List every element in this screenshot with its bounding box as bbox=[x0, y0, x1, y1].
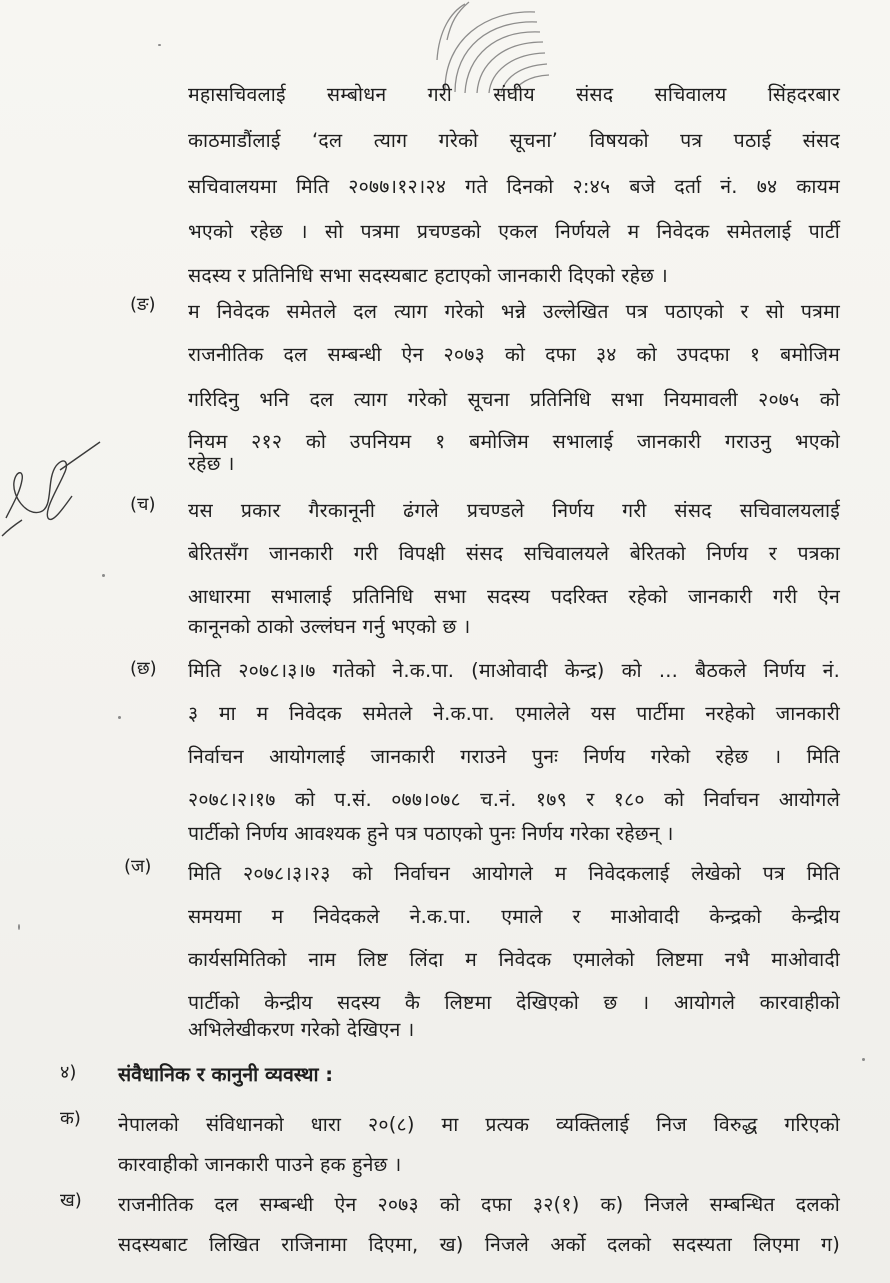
text-line: भएको रहेछ । सो पत्रमा प्रचण्डको एकल निर्णयले म निवेदक समेतलाई पार्टी bbox=[188, 220, 840, 243]
text-line: मिति २०७८।३।७ गतेको ने.क.पा. (माओवादी केन्द्र) को ... बैठकले निर्णय नं. bbox=[188, 659, 840, 682]
text-line: मिति २०७८।३।२३ को निर्वाचन आयोगले म निवेदकलाई लेखेको पत्र मिति bbox=[188, 862, 840, 885]
text-line: राजनीतिक दल सम्बन्धी ऐन २०७३ को दफा ३४ को उपदफा १ बमोजिम bbox=[188, 343, 840, 366]
text-line: कानूनको ठाको उल्लंघन गर्नु भएको छ । bbox=[188, 615, 471, 638]
text-line: २०७८।२।१७ को प.सं. ०७७।०७८ च.नं. १७९ र १८० को निर्वाचन आयोगले bbox=[188, 788, 840, 811]
scan-speck bbox=[118, 716, 121, 719]
section-number: ४) bbox=[60, 1062, 77, 1083]
text-line: यस प्रकार गैरकानूनी ढंगले प्रचण्डले निर्णय गरी संसद सचिवालयलाई bbox=[188, 499, 840, 522]
text-line: म निवेदक समेतले दल त्याग गरेको भन्ने उल्लेखित पत्र पठाएको र सो पत्रमा bbox=[188, 300, 840, 323]
text-line: आधारमा सभालाई प्रतिनिधि सभा सदस्य पदरिक्त रहेको जानकारी गरी ऐन bbox=[188, 585, 840, 608]
text-line: ३ मा म निवेदक समेतले ने.क.पा. एमालेले यस पार्टीमा नरहेको जानकारी bbox=[188, 702, 840, 725]
text-line: नेपालको संविधानको धारा २०(८) मा प्रत्यक व्यक्तिलाई निज विरुद्ध गरिएको bbox=[118, 1113, 840, 1136]
handwritten-initials bbox=[0, 440, 110, 540]
item-marker: (च) bbox=[130, 494, 156, 515]
text-line: महासचिवलाई सम्बोधन गरी संघीय संसद सचिवालय सिंहदरबार bbox=[188, 83, 840, 106]
text-line: सचिवालयमा मिति २०७७।१२।२४ गते दिनको २:४५ बजे दर्ता नं. ७४ कायम bbox=[188, 175, 840, 198]
scan-speck bbox=[862, 1058, 865, 1061]
text-line: काठमाडौंलाई ‘दल त्याग गरेको सूचना’ विषयको पत्र पठाई संसद bbox=[188, 129, 840, 152]
scan-speck bbox=[158, 44, 161, 46]
text-line: कार्यसमितिको नाम लिष्ट लिंदा म निवेदक एमालेको लिष्टमा नभै माओवादी bbox=[188, 948, 840, 971]
item-marker: क) bbox=[60, 1108, 81, 1129]
item-marker: (ङ) bbox=[130, 294, 156, 315]
section-heading: संवैधानिक र कानुनी व्यवस्था : bbox=[118, 1063, 334, 1086]
text-line: गरिदिनु भनि दल त्याग गरेको सूचना प्रतिनिधि सभा नियमावली २०७५ को bbox=[188, 388, 840, 411]
text-line: समयमा म निवेदकले ने.क.पा. एमाले र माओवादी केन्द्रको केन्द्रीय bbox=[188, 905, 840, 928]
text-line: रहेछ । bbox=[188, 452, 235, 475]
text-line: सदस्य र प्रतिनिधि सभा सदस्यबाट हटाएको जानकारी दिएको रहेछ । bbox=[188, 264, 668, 287]
text-line: निर्वाचन आयोगलाई जानकारी गराउने पुनः निर्णय गरेको रहेछ । मिति bbox=[188, 745, 840, 768]
scan-speck bbox=[102, 574, 105, 577]
text-line: पार्टीको निर्णय आवश्यक हुने पत्र पठाएको पुनः निर्णय गरेका रहेछन् । bbox=[188, 822, 674, 845]
scan-speck bbox=[18, 924, 20, 930]
text-line: नियम २१२ को उपनियम १ बमोजिम सभालाई जानकारी गराउनु भएको bbox=[188, 430, 840, 453]
text-line: राजनीतिक दल सम्बन्धी ऐन २०७३ को दफा ३२(१) क) निजले सम्बन्धित दलको bbox=[118, 1193, 840, 1216]
item-marker: (ज) bbox=[124, 856, 152, 877]
item-marker: (छ) bbox=[130, 658, 157, 679]
text-line: पार्टीको केन्द्रीय सदस्य कै लिष्टमा देखिएको छ । आयोगले कारवाहीको bbox=[188, 991, 840, 1014]
item-marker: ख) bbox=[60, 1190, 82, 1211]
text-line: कारवाहीको जानकारी पाउने हक हुनेछ । bbox=[118, 1153, 402, 1176]
text-line: बेरितसँग जानकारी गरी विपक्षी संसद सचिवालयले बेरितको निर्णय र पत्रका bbox=[188, 542, 840, 565]
text-line: अभिलेखीकरण गरेको देखिएन । bbox=[188, 1018, 415, 1041]
text-line: सदस्यबाट लिखित राजिनामा दिएमा, ख) निजले अर्को दलको सदस्यता लिएमा ग) bbox=[118, 1233, 840, 1256]
